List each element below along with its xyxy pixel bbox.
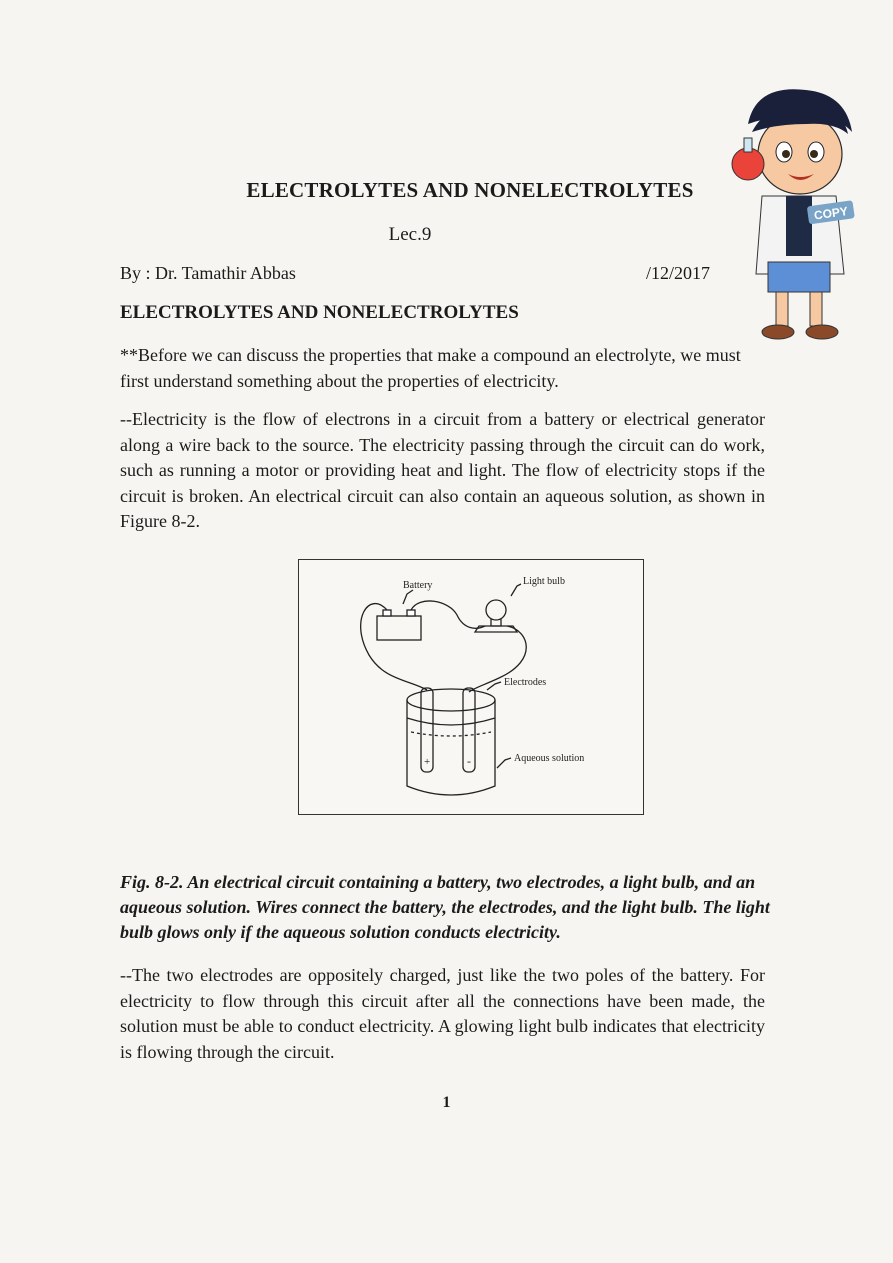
beaker-rim <box>407 689 495 711</box>
label-electrodes: Electrodes <box>504 677 547 688</box>
bulb-shape <box>486 600 506 620</box>
figure-caption: Fig. 8-2. An electrical circuit containing a battery, two electrodes, a light bulb, and an aqueous solution. Wires connect the battery, the electrodes, and the light bulb. The light bulb glows only if the aqueous solution conducts electricity. <box>120 872 770 942</box>
lecture-number: Lec.9 <box>388 224 432 245</box>
badge-text: COPY <box>813 204 849 223</box>
page-number: 1 <box>442 1094 451 1111</box>
circuit-diagram <box>299 560 645 816</box>
plus-sign: + <box>424 756 431 768</box>
date: /12/2017 <box>645 263 710 283</box>
label-light-bulb: Light bulb <box>523 576 565 587</box>
label-battery: Battery <box>403 580 433 591</box>
circuit-figure <box>298 559 644 815</box>
paragraph-electricity: --Electricity is the flow of electrons in a circuit from a battery or electrical generator along a wire back to the source. The electricity passing through the circuit can do work, such as running a motor or providing heat and light. The flow of electricity stops if the circuit is broken. An electrical circuit can also contain an aqueous solution, as shown in Figure 8-2. <box>120 409 765 531</box>
paragraph-electrodes: --The two electrodes are oppositely charged, just like the two poles of the battery. For electricity to flow through this circuit after all the connections have been made, the solution must be able to conduct electricity. A glowing light bulb indicates that electricity is flowing through the circuit. <box>120 965 765 1062</box>
minus-sign: - <box>467 754 471 768</box>
paragraph-intro: **Before we can discuss the properties that make a compound an electrolyte, we must first understand something about the properties of electricity. <box>120 345 741 391</box>
author: By : Dr. Tamathir Abbas <box>120 263 296 283</box>
document-title: ELECTROLYTES AND NONELECTROLYTES <box>246 178 694 202</box>
section-heading: ELECTROLYTES AND NONELECTROLYTES <box>120 302 519 323</box>
label-aqueous-solution: Aqueous solution <box>514 753 585 764</box>
scientist-mascot-icon <box>726 84 860 350</box>
byline <box>120 263 710 284</box>
battery-shape <box>377 616 421 640</box>
